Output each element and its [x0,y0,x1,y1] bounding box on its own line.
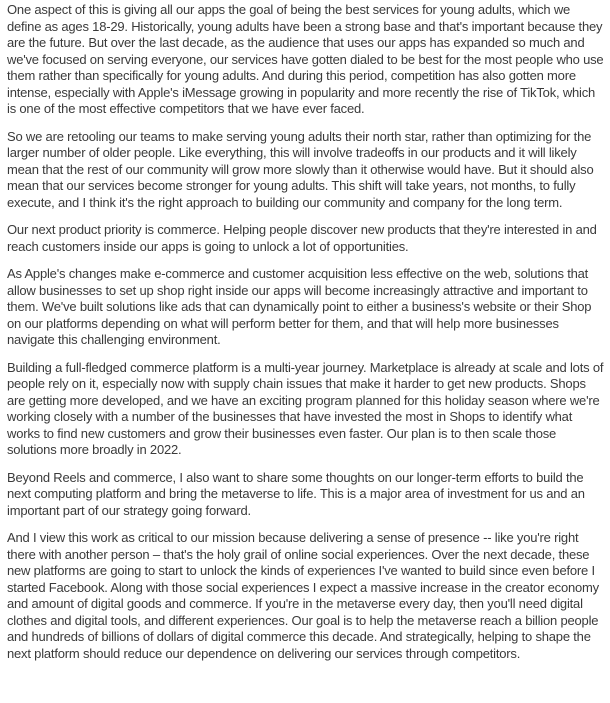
paragraph-commerce-priority: Our next product priority is commerce. Helping people discover new products that they're interested in and reach customers inside our apps is going to unlock a lot of opportunities. [7,222,597,254]
paragraph-young-adults-goal: One aspect of this is giving all our apps the goal of being the best services for young adults, which we define as ages 18-29. Historically, young adults have been a strong base and that's important because they are the future. But over the last decade, as the audience that uses our apps has expanded so much and we've focused on serving everyone, our services have gotten dialed to be best for the most people who use them rather than specifically for young adults. And during this period, competition has also gotten more intense, especially with Apple's iMessage growing in popularity and more recently the rise of TikTok, which is one of the most effective competitors that we have ever faced. [7,2,604,116]
paragraph-commerce-platform: Building a full-fledged commerce platform is a multi-year journey. Marketplace is already at scale and lots of people rely on it, especially now with supply chain issues that make it harder to get new products. Shops are getting more developed, and we have an exciting program planned for this holiday season where we're working closely with a number of the businesses that have invested the most in Shops to identify what works to find new customers and grow their businesses even faster. Our plan is to then scale those solutions more broadly in 2022. [7,359,604,457]
paragraph-apple-changes: As Apple's changes make e-commerce and customer acquisition less effective on the web, solutions that allow businesses to set up shop right inside our apps will become increasingly attractive and important to them. We've built solutions like ads that can dynamically point to either a business's website or their Shop on our platforms depending on what will perform better for them, and that will help more businesses navigate this challenging environment. [7,266,592,347]
paragraph-metaverse-vision: And I view this work as critical to our mission because delivering a sense of presence -- like you're right there with another person – that's the holy grail of online social experiences. Over the next decade, these new platforms are going to start to unlock the kinds of experiences I've wanted to build since even before I started Facebook. Along with those social experiences I expect a massive increase in the creator economy and amount of digital goods and commerce. If you're in the metaverse every day, then you'll need digital clothes and digital tools, and different experiences. Our goal is to help the metaverse reach a billion people and hundreds of billions of dollars of digital commerce this decade. And strategically, helping to shape the next platform should reduce our dependence on delivering our services through competitors. [7,530,599,661]
paragraph-retooling-teams: So we are retooling our teams to make serving young adults their north star, rather than optimizing for the larger number of older people. Like everything, this will involve tradeoffs in our products and it will likely mean that the rest of our community will grow more slowly than it otherwise would have. But it should also mean that our services become stronger for young adults. This shift will take years, not months, to fully execute, and I think it's the right approach to building our community and company for the long term. [7,128,594,210]
paragraph-metaverse-intro: Beyond Reels and commerce, I also want to share some thoughts on our longer-term efforts to build the next computing platform and bring the metaverse to life. This is a major area of investment for us and an important part of our strategy going forward. [7,469,585,518]
